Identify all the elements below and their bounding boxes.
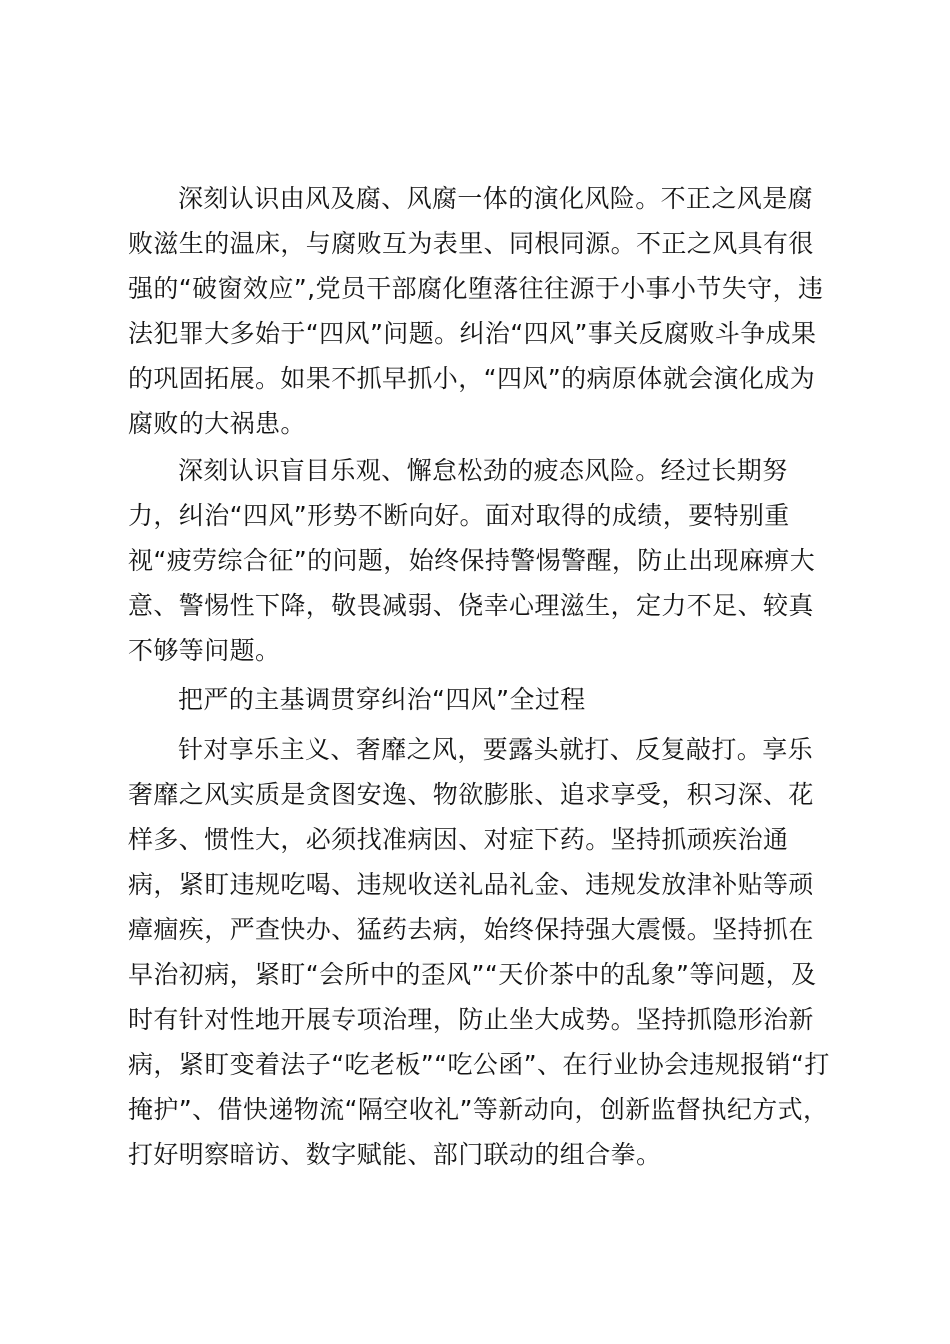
- paragraph-line: 视“疲劳综合征”的问题，始终保持警惕警醒，防止出现麻痹大: [128, 546, 816, 575]
- paragraph-line: 腐败的大祸患。: [128, 409, 306, 438]
- section-heading-text: 把严的主基调贯穿纠治“四风”全过程: [178, 685, 586, 714]
- paragraph-line: 奢靡之风实质是贪图安逸、物欲膨胀、追求享受，积习深、花: [128, 780, 814, 809]
- paragraph-line: 瘴痼疾，严查快办、猛药去病，始终保持强大震慑。坚持抓在: [128, 915, 814, 944]
- paragraph-line: 病，紧盯违规吃喝、违规收送礼品礼金、违规发放津补贴等顽: [128, 870, 814, 899]
- paragraph-line: 掩护”、借快递物流“隔空收礼”等新动向，创新监督执纪方式，: [128, 1095, 829, 1124]
- paragraph-line: 的巩固拓展。如果不抓早抓小，“四风”的病原体就会演化成为: [128, 364, 816, 393]
- document-body: [128, 176, 828, 1177]
- paragraph-line: 力，纠治“四风”形势不断向好。面对取得的成绩，要特别重: [128, 501, 790, 530]
- paragraph-line: 强的“破窗效应”,党员干部腐化堕落往往源于小事小节失守，违: [128, 274, 824, 303]
- paragraph-line: 意、警惕性下降，敬畏减弱、侥幸心理滋生，定力不足、较真: [128, 591, 814, 620]
- paragraph-risk-fatigue: [128, 448, 828, 673]
- paragraph-line: 打好明察暗访、数字赋能、部门联动的组合拳。: [128, 1140, 662, 1169]
- paragraph-line: 针对享乐主义、奢靡之风，要露头就打、反复敲打。享乐: [178, 735, 814, 764]
- paragraph-line: 时有针对性地开展专项治理，防止坐大成势。坚持抓隐形治新: [128, 1005, 814, 1034]
- paragraph-line: 深刻认识盲目乐观、懈怠松劲的疲态风险。经过长期努: [178, 456, 788, 485]
- paragraph-line: 早治初病，紧盯“会所中的歪风”“天价茶中的乱象”等问题，及: [128, 960, 817, 989]
- paragraph-line: 败滋生的温床，与腐败互为表里、同根同源。不正之风具有很: [128, 229, 814, 258]
- paragraph-risk-corruption: [128, 176, 828, 446]
- paragraph-line: 深刻认识由风及腐、风腐一体的演化风险。不正之风是腐: [178, 184, 814, 213]
- paragraph-hedonism: [128, 727, 828, 1177]
- paragraph-line: 样多、惯性大，必须找准病因、对症下药。坚持抓顽疾治通: [128, 825, 789, 854]
- section-heading: [128, 677, 828, 722]
- paragraph-line: 不够等问题。: [128, 636, 281, 665]
- paragraph-line: 病，紧盯变着法子“吃老板”“吃公函”、在行业协会违规报销“打: [128, 1050, 830, 1079]
- paragraph-line: 法犯罪大多始于“四风”问题。纠治“四风”事关反腐败斗争成果: [128, 319, 817, 348]
